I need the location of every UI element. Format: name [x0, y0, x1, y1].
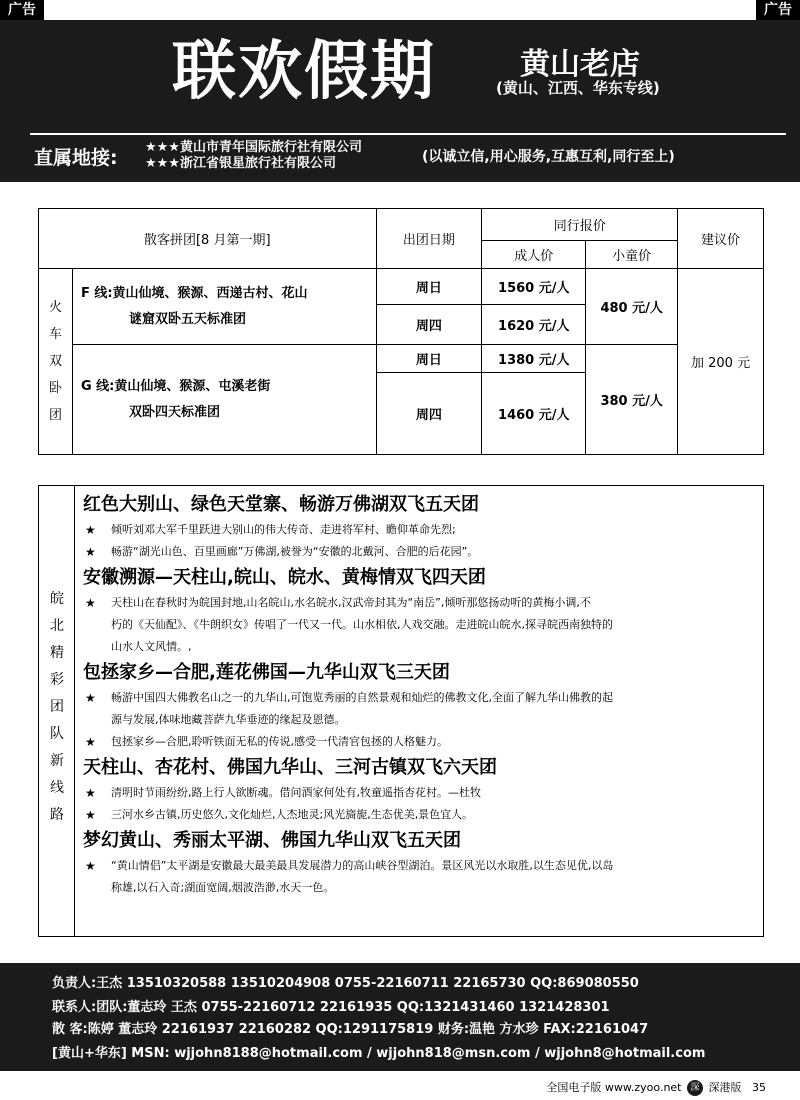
header-banner [0, 20, 800, 182]
tour-title: 包拯家乡—合肥,莲花佛国—九华山双飞三天团 [83, 662, 450, 683]
agency-1: ★★★黄山市青年国际旅行社有限公司 [145, 140, 362, 155]
tour-bullet: ★ “黄山情侣”太平湖是安徽最大最美最具发展潜力的高山峡谷型湖泊。景区风光以水取胜,以生态见优,以岛 称雄,以石入奇;湖面宽阔,烟波浩渺,水天一色。 [83, 855, 759, 899]
tour-title: 天柱山、杏花村、佛国九华山、三河古镇双飞六天团 [83, 757, 497, 778]
star-icon: ★ [85, 859, 96, 873]
header-peer-price: 同行报价 [482, 209, 678, 241]
contact-footer [0, 963, 800, 1071]
tour-bullet: ★ 倾听刘邓大军千里跃进大别山的伟大传奇、走进将军村、瞻仰革命先烈; [83, 519, 759, 541]
featured-tours-box [38, 485, 764, 937]
tour-bullet: ★ 三河水乡古镇,历史悠久,文化灿烂,人杰地灵;风光旖旎,生态优美,景色宜人。 [83, 804, 759, 826]
route-g-day-2: 周四 [376, 373, 482, 455]
tour-bullet: ★ 畅游“湖光山色、百里画廊”万佛湖,被誉为“安徽的北戴河、合肥的后花园”。 [83, 541, 759, 563]
header-group-tour: 散客拼团[8 月第一期] [39, 209, 377, 269]
logo-icon: 深 [687, 1080, 703, 1096]
route-f-child: 480 元/人 [586, 269, 678, 345]
contact-line-group: 联系人:团队:董志玲 王杰 0755-22160712 22161935 QQ:1321431460 1321428301 [52, 1000, 610, 1015]
agency-list [145, 140, 362, 172]
header-departure-date: 出团日期 [376, 209, 482, 269]
route-f-adult-2: 1620 元/人 [482, 305, 586, 345]
contact-line-individual: 散 客:陈婷 董志玲 22161937 22160282 QQ:1291175819 财务:温艳 方水珍 FAX:22161047 [52, 1022, 649, 1037]
suggested-price: 加 200 元 [678, 269, 764, 455]
star-icon: ★ [85, 596, 96, 610]
tour-bullet: ★ 包拯家乡—合肥,聆听铁面无私的传说,感受一代清官包拯的人格魅力。 [83, 731, 759, 753]
star-icon: ★ [85, 808, 96, 822]
ad-bar [0, 0, 800, 20]
ad-tag-left: 广告 [0, 0, 44, 20]
featured-tours-side-label: 皖 北 精 彩 团 队 新 线 路 [39, 486, 75, 936]
route-f-day-1: 周日 [376, 269, 482, 305]
star-icon: ★ [85, 523, 96, 537]
tour-title: 红色大别山、绿色天堂寨、畅游万佛湖双飞五天团 [83, 494, 479, 515]
brand-title: 联欢假期 [172, 34, 436, 109]
star-icon: ★ [85, 735, 96, 749]
page-footer [546, 1080, 766, 1096]
header-divider [30, 133, 786, 135]
contact-line-msn: [黄山+华东] MSN: wjjohn8188@hotmail.com / wjjohn818@msn.com / wjjohn8@hotmail.com [52, 1046, 706, 1061]
route-g-day-1: 周日 [376, 345, 482, 373]
tour-title: 梦幻黄山、秀丽太平湖、佛国九华山双飞五天团 [83, 830, 461, 851]
tour-bullet: ★ 畅游中国四大佛教名山之一的九华山,可饱览秀丽的自然景观和灿烂的佛教文化,全面了解九华山佛教的起 源与发展,体味地藏菩萨九华垂迹的缘起及恩德。 [83, 687, 759, 731]
route-f: F 线:黄山仙境、猴源、西递古村、花山 谜窟双卧五天标准团 [72, 269, 376, 345]
route-g-adult-1: 1380 元/人 [482, 345, 586, 373]
train-sleeper-group-label: 火 车 双 卧 团 [39, 269, 73, 455]
contact-line-manager: 负责人:王杰 13510320588 13510204908 0755-22160711 22165730 QQ:869080550 [52, 976, 639, 991]
brand-subtitle: 黄山老店 [520, 47, 640, 82]
star-icon: ★ [85, 545, 96, 559]
tour-bullet: ★ 清明时节雨纷纷,路上行人欲断魂。借问酒家何处有,牧童遥指杏花村。—杜牧 [83, 782, 759, 804]
route-g: G 线:黄山仙境、猴源、屯溪老街 双卧四天标准团 [72, 345, 376, 455]
agency-2: ★★★浙江省银星旅行社有限公司 [145, 156, 336, 171]
tour-price-table [38, 208, 764, 455]
header-suggested-price: 建议价 [678, 209, 764, 269]
page-number: 35 [752, 1081, 766, 1094]
route-f-day-2: 周四 [376, 305, 482, 345]
route-f-adult-1: 1560 元/人 [482, 269, 586, 305]
header-child-price: 小童价 [586, 241, 678, 269]
edition-url: 全国电子版 www.zyoo.net [546, 1081, 682, 1094]
featured-tours-content [83, 490, 759, 899]
edition-section: 深港版 [708, 1081, 742, 1094]
route-specialties: (黄山、江西、华东专线) [496, 79, 660, 97]
route-g-child: 380 元/人 [586, 345, 678, 455]
header-adult-price: 成人价 [482, 241, 586, 269]
star-icon: ★ [85, 786, 96, 800]
ad-tag-right: 广告 [756, 0, 800, 20]
star-icon: ★ [85, 691, 96, 705]
route-g-adult-2: 1460 元/人 [482, 373, 586, 455]
tour-bullet: ★ 天柱山在春秋时为皖国封地,山名皖山,水名皖水,汉武帝封其为“南岳”,倾听那悠扬动听的黄梅小调,不 朽的《天仙配》、《牛朗织女》传唱了一代又一代。山水相依,人戏交融。走进皖山皖水,探寻皖西南独特的 山水人文风情。, [83, 592, 759, 658]
direct-operator-label: 直属地接: [34, 147, 118, 169]
tour-title: 安徽溯源—天柱山,皖山、皖水、黄梅情双飞四天团 [83, 567, 486, 588]
motto: (以诚立信,用心服务,互惠互利,同行至上) [422, 149, 675, 165]
